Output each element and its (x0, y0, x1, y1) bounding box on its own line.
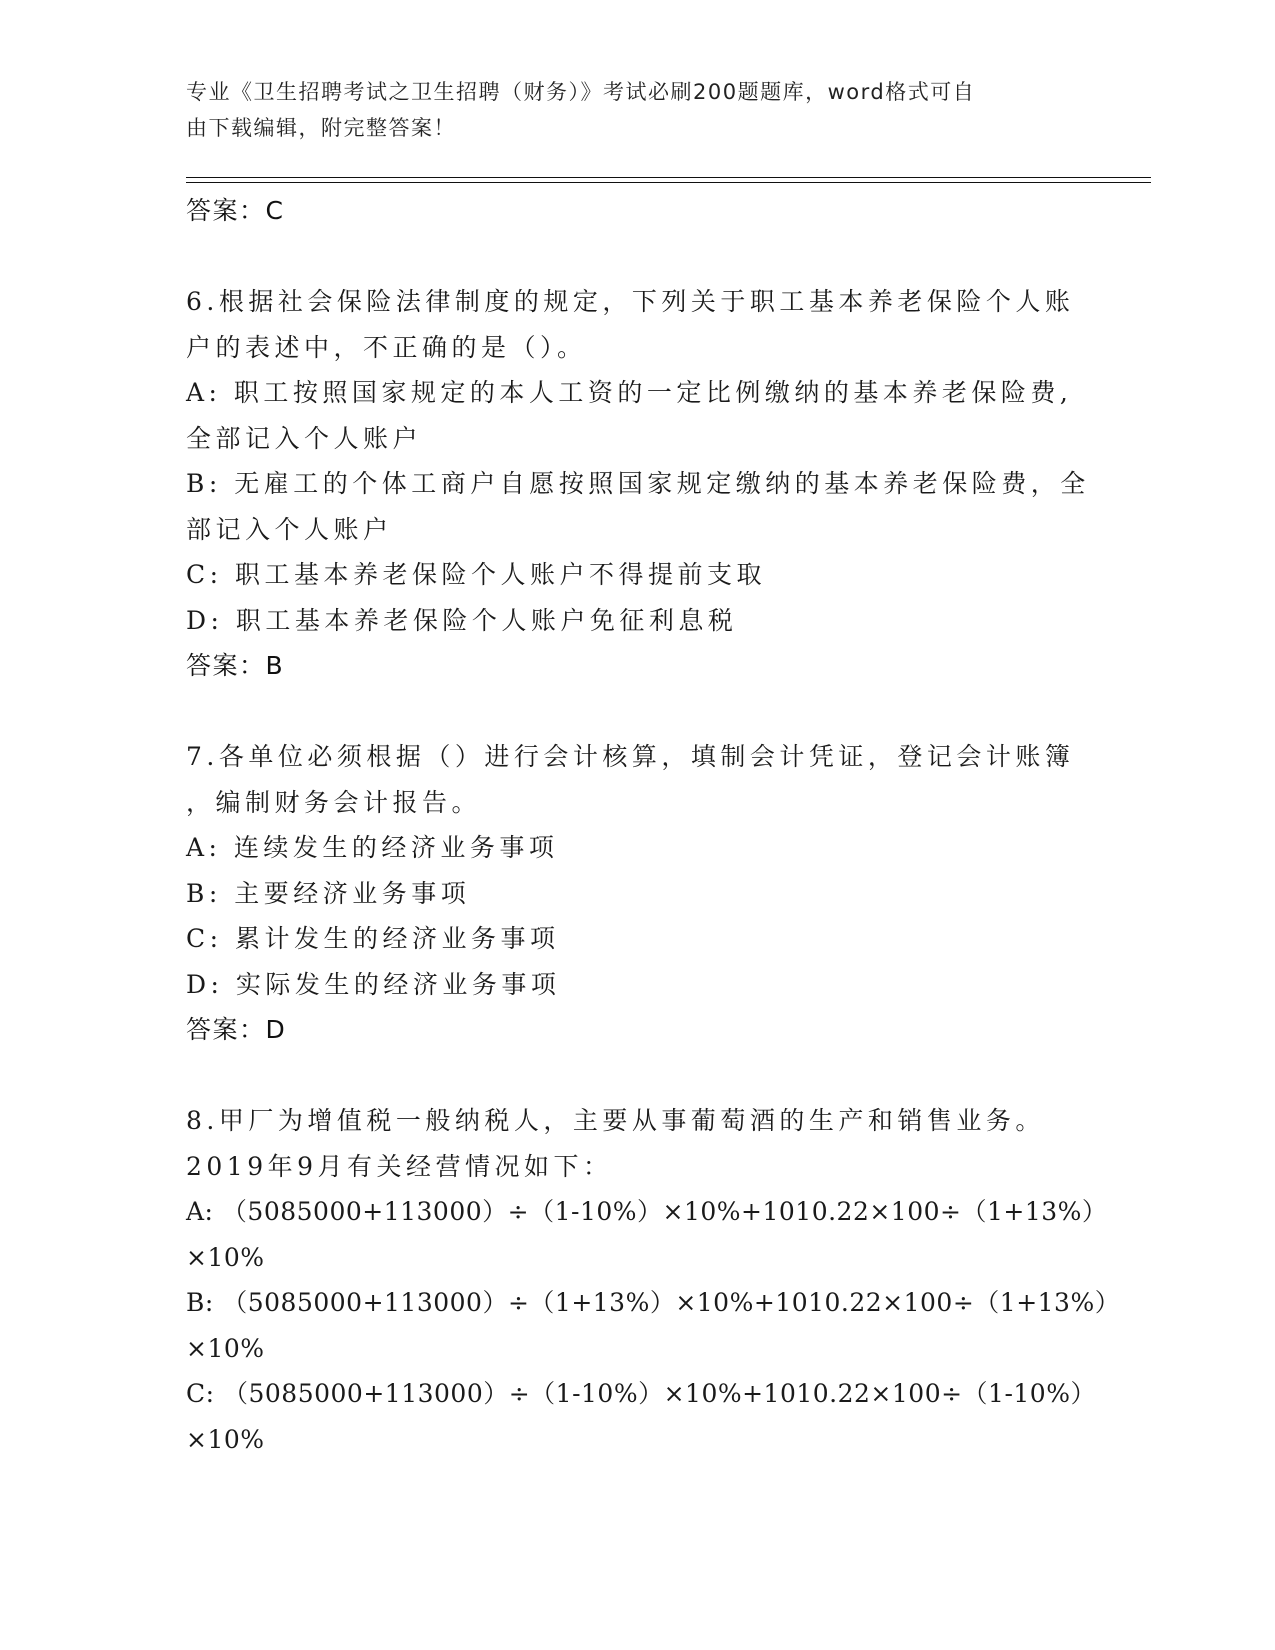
header-divider-top (186, 177, 1151, 178)
option-a: A: 职工按照国家规定的本人工资的一定比例缴纳的基本养老保险费, (186, 378, 1073, 407)
answer-previous: 答案：C (186, 196, 285, 225)
option-c: C: 累计发生的经济业务事项 (186, 924, 560, 953)
option-b: B: 主要经济业务事项 (186, 878, 471, 908)
document-content (186, 188, 1121, 1462)
option-b: B: 无雇工的个体工商户自愿按照国家规定缴纳的基本养老保险费，全 (186, 469, 1090, 498)
question-7 (186, 734, 1076, 1053)
option-b: 部记入个人账户 (186, 514, 393, 544)
header-divider-bottom (186, 182, 1151, 183)
answer: 答案：D (186, 1015, 287, 1044)
option-c: C: 职工基本养老保险个人账户不得提前支取 (186, 560, 766, 589)
header-line-1: 专业《卫生招聘考试之卫生招聘（财务）》考试必刷200题题库，word格式可自 (186, 80, 976, 104)
option-b: ×10% (186, 1333, 265, 1363)
question-stem: 户的表述中，不正确的是（）。 (186, 332, 587, 362)
header-line-2: 由下载编辑，附完整答案！ (186, 116, 456, 140)
question-stem: 7.各单位必须根据（）进行会计核算，填制会计凭证，登记会计账簿 (186, 742, 1075, 771)
question-8 (186, 1098, 1121, 1462)
option-c: C: （5085000+113000）÷（1-10%）×10%+1010.22×100÷（1-10%） (186, 1379, 1096, 1408)
document-header (186, 74, 1066, 146)
option-c: ×10% (186, 1424, 265, 1454)
option-d: D: 实际发生的经济业务事项 (186, 969, 561, 999)
option-a: A: 连续发生的经济业务事项 (186, 833, 559, 862)
spacer (186, 234, 1076, 280)
option-b: B: （5085000+113000）÷（1+13%）×10%+1010.22×100÷（1+13%） (186, 1288, 1121, 1317)
question-stem: ，编制财务会计报告。 (186, 787, 482, 817)
option-a: A: （5085000+113000）÷（1-10%）×10%+1010.22×100÷（1+13%） (186, 1197, 1108, 1226)
spacer (186, 1053, 1076, 1099)
question-stem: 2019年9月有关经营情况如下： (186, 1151, 613, 1181)
question-stem: 8.甲厂为增值税一般纳税人，主要从事葡萄酒的生产和销售业务。 (186, 1106, 1045, 1135)
option-a: 全部记入个人账户 (186, 423, 423, 453)
option-a: ×10% (186, 1242, 265, 1272)
answer: 答案：B (186, 651, 285, 680)
question-stem: 6.根据社会保险法律制度的规定，下列关于职工基本养老保险个人账 (186, 287, 1075, 316)
question-6 (186, 279, 1090, 689)
spacer (186, 689, 1076, 735)
option-d: D: 职工基本养老保险个人账户免征利息税 (186, 605, 738, 635)
